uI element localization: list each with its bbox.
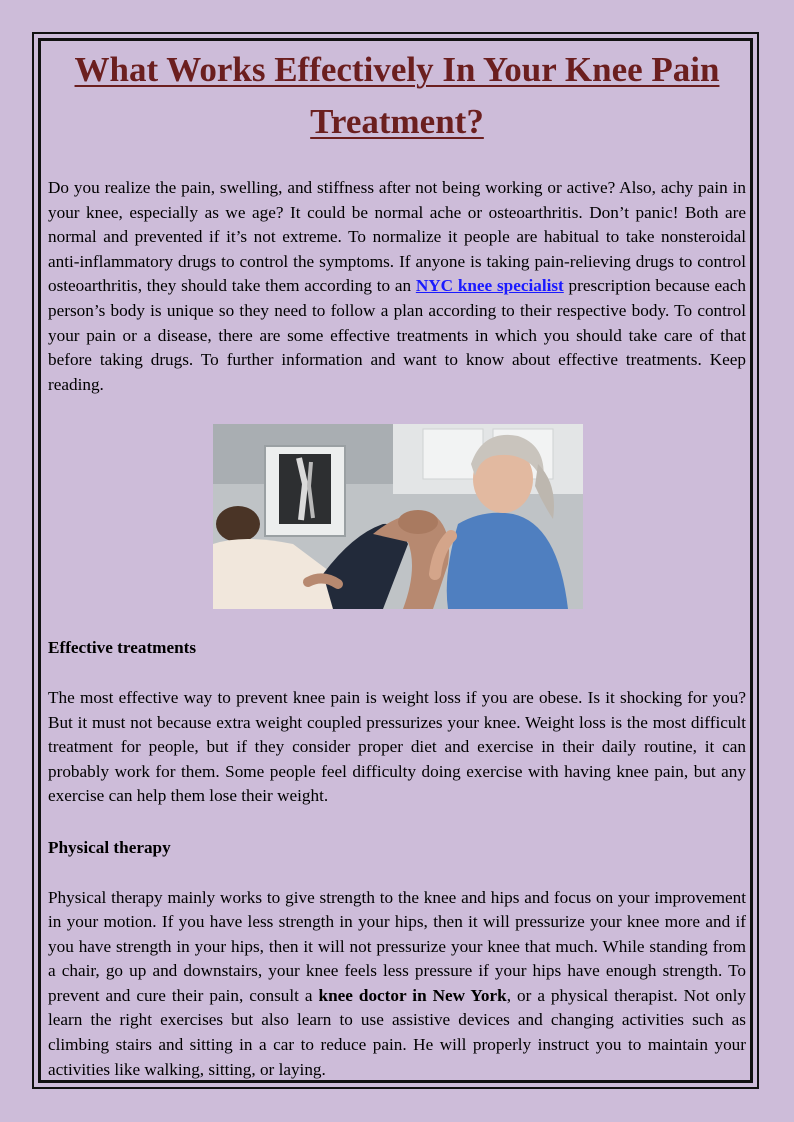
intro-paragraph xyxy=(48,176,746,397)
knee-exam-illustration xyxy=(213,424,583,609)
section-heading-physical: Physical therapy xyxy=(48,837,171,857)
section-body-effective: The most effective way to prevent knee pain is weight loss if you are obese. Is it shocking for you? But it must not because extra weight coupled pressurizes your knee. Weight loss is the most difficult treatment for people, but if they consider proper diet and exercise in their daily routine, it can probably work for them. Some people feel difficulty doing exercise with having knee pain, but any exercise can help them lose their weight. xyxy=(48,687,746,806)
knee-doctor-keyword: knee doctor in New York xyxy=(318,985,507,1005)
page-title: What Works Effectively In Your Knee Pain Treatment? xyxy=(74,50,720,141)
nyc-knee-specialist-link[interactable]: NYC knee specialist xyxy=(415,276,564,296)
physical-text-1: Physical therapy mainly works to give strength to the knee and hips and focus on your improvement in your motion. If you have less strength in your hips, then it will pressurize your knee more and if you have strength in your hips, then it will not pressurize your knee that much. While standing from a chair, go up and downstairs, your knee feels less pressure if your hips have enough strength. To prevent and cure their pain, consult a xyxy=(48,887,746,1005)
article xyxy=(48,44,746,1082)
physical-text-2: , or a physical therapist. Not only learn the right exercises but also learn to use assistive devices and changing activities such as climbing stairs and sitting in a car to reduce pain. He will properly instruct you to maintain your activities like walking, sitting, or laying. xyxy=(48,985,746,1079)
section-heading-effective: Effective treatments xyxy=(48,638,197,658)
intro-text-2: prescription because each person’s body is unique so they need to follow a plan according to their respective body. To control your pain or a disease, there are some effective treatments in which you should take care of that before taking drugs. To further information and want to know about effective treatments. Keep reading. xyxy=(48,276,746,394)
intro-text-1: Do you realize the pain, swelling, and stiffness after not being working or active? Also, achy pain in your knee, especially as we age? It could be normal ache or osteoarthritis. Don’t panic! Both are normal and prevented if it’s not extreme. To normalize it people are habitual to take nonsteroidal anti-inflammatory drugs to control the symptoms. If anyone is taking pain-relieving drugs to control osteoarthritis, they should take them according to an xyxy=(48,178,746,296)
section-body-physical xyxy=(48,886,746,1083)
clinic-photo xyxy=(213,424,583,609)
